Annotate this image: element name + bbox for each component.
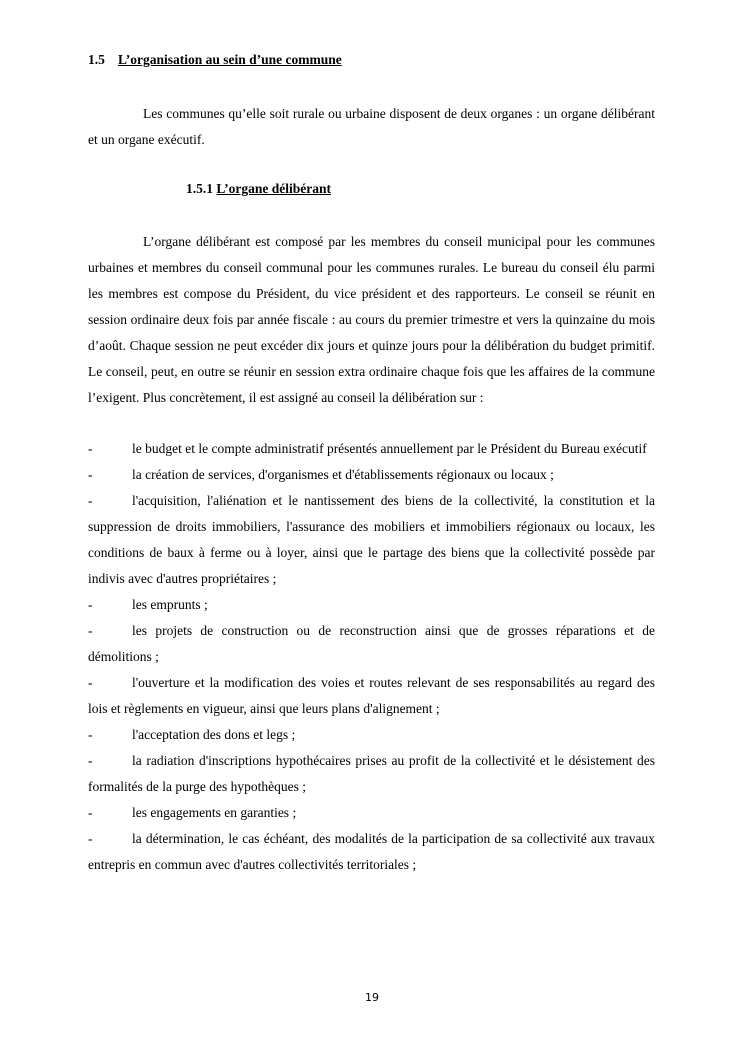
page-number: 19 <box>365 991 379 1004</box>
section-title: L’organisation au sein d’une commune <box>118 52 342 67</box>
list-item: - la radiation d'inscriptions hypothécaires prises au profit de la collectivité et le désistement des formalités de la purge des hypothèques ; <box>88 753 655 794</box>
intro-text: Les communes qu’elle soit rurale ou urbaine disposent de deux organes : un organe délibérant et un organe exécutif. <box>88 106 655 147</box>
intro-paragraph <box>88 101 655 153</box>
deliberation-list <box>88 436 655 878</box>
section-heading <box>88 52 342 68</box>
list-item: - l'acquisition, l'aliénation et le nantissement des biens de la collectivité, la constitution et la suppression de droits immobiliers, l'assurance des mobiliers et immobiliers régionaux ou locaux, les conditions de baux à ferme ou à loyer, ainsi que le partage des biens que la collectivité possède par indivis avec d'autres propriétaires ; <box>88 493 655 586</box>
list-item: - les projets de construction ou de reconstruction ainsi que de grosses réparations et de démolitions ; <box>88 623 655 664</box>
list-item: - l'acceptation des dons et legs ; <box>88 727 296 742</box>
list-item: - les emprunts ; <box>88 597 208 612</box>
list-item: - les engagements en garanties ; <box>88 805 297 820</box>
subsection-title: L’organe délibérant <box>216 181 331 196</box>
body-text: L’organe délibérant est composé par les membres du conseil municipal pour les communes urbaines et membres du conseil communal pour les communes rurales. Le bureau du conseil élu parmi les membres est compose du Président, du vice président et des rapporteurs. Le conseil se réunit en session ordinaire deux fois par année fiscale : au cours du premier trimestre et vers la quinzaine du mois d’août. Chaque session ne peut excéder dix jours et quinze jours pour la délibération du budget primitif. Le conseil, peut, en outre se réunir en session extra ordinaire chaque fois que les affaires de la commune l’exigent. Plus concrètement, il est assigné au conseil la délibération sur : <box>88 234 655 405</box>
list-item: - le budget et le compte administratif présentés annuellement par le Président du Bureau exécutif <box>88 441 647 456</box>
list-item: - la création de services, d'organismes et d'établissements régionaux ou locaux ; <box>88 467 554 482</box>
list-item: - la détermination, le cas échéant, des modalités de la participation de sa collectivité aux travaux entrepris en commun avec d'autres collectivités territoriales ; <box>88 831 655 872</box>
subsection-number: 1.5.1 <box>186 181 213 196</box>
body-paragraph <box>88 229 655 411</box>
list-item: - l'ouverture et la modification des voies et routes relevant de ses responsabilités au regard des lois et règlements en vigueur, ainsi que leurs plans d'alignement ; <box>88 675 655 716</box>
section-number: 1.5 <box>88 52 105 67</box>
subsection-heading <box>186 181 331 197</box>
